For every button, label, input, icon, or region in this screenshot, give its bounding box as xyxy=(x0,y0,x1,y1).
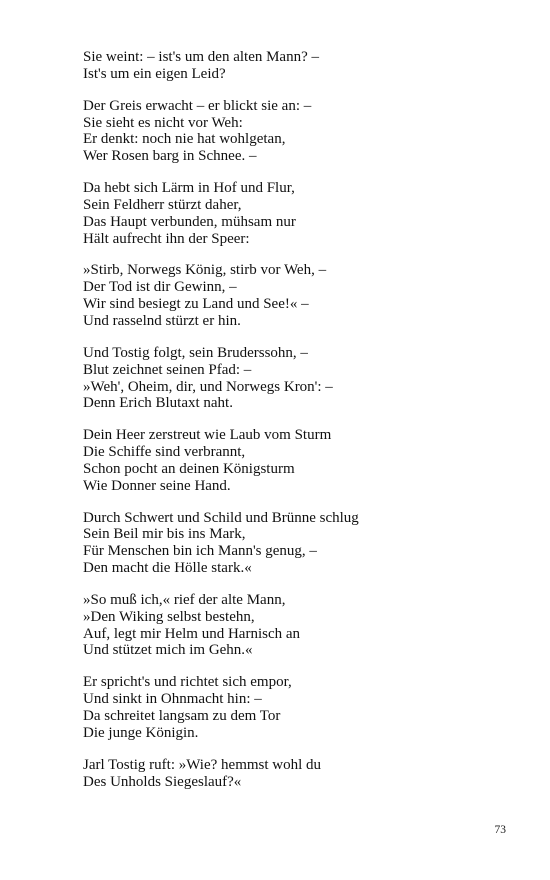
poem-line: Auf, legt mir Helm und Harnisch an xyxy=(83,625,301,642)
page-number: 73 xyxy=(494,824,506,836)
poem-line: Hält aufrecht ihn der Speer: xyxy=(83,230,250,247)
stanza xyxy=(83,345,503,412)
poem-line: Ist's um ein eigen Leid? xyxy=(83,65,226,82)
poem-line: »Stirb, Norwegs König, stirb vor Weh, – xyxy=(83,262,327,279)
poem-line: Sie sieht es nicht vor Weh: xyxy=(83,114,243,131)
poem-line: Das Haupt verbunden, mühsam nur xyxy=(83,213,296,230)
poem-line: »So muß ich,« rief der alte Mann, xyxy=(83,591,286,608)
stanza xyxy=(83,98,503,165)
poem-line: Für Menschen bin ich Mann's genug, – xyxy=(83,543,317,560)
poem-line: Die Schiffe sind verbrannt, xyxy=(83,444,246,461)
stanza xyxy=(83,180,503,247)
stanza xyxy=(83,674,503,741)
poem-line: Und Tostig folgt, sein Bruderssohn, – xyxy=(83,344,308,361)
poem-line: Und rasselnd stürzt er hin. xyxy=(83,312,241,329)
poem-line: Der Greis erwacht – er blickt sie an: – xyxy=(83,97,312,114)
poem-line: Blut zeichnet seinen Pfad: – xyxy=(83,361,252,378)
poem-line: Er denkt: noch nie hat wohlgetan, xyxy=(83,131,286,148)
stanza xyxy=(83,262,503,329)
poem-line: Wer Rosen barg in Schnee. – xyxy=(83,148,257,165)
poem-line: Schon pocht an deinen Königsturm xyxy=(83,460,295,477)
stanza xyxy=(83,757,503,791)
poem-line: Sein Beil mir bis ins Mark, xyxy=(83,526,246,543)
poem-line: Den macht die Hölle stark.« xyxy=(83,560,252,577)
poem-line: Er spricht's und richtet sich empor, xyxy=(83,674,292,691)
stanza xyxy=(83,510,503,577)
poem-line: Des Unholds Siegeslauf?« xyxy=(83,773,242,790)
poem-text xyxy=(83,49,503,805)
poem-line: Und sinkt in Ohnmacht hin: – xyxy=(83,691,262,708)
stanza xyxy=(83,49,503,83)
poem-line: Wie Donner seine Hand. xyxy=(83,477,231,494)
stanza xyxy=(83,592,503,659)
poem-line: Denn Erich Blutaxt naht. xyxy=(83,395,233,412)
poem-line: Sein Feldherr stürzt daher, xyxy=(83,196,242,213)
poem-line: Da schreitet langsam zu dem Tor xyxy=(83,708,281,724)
poem-line: Wir sind besiegt zu Land und See!« – xyxy=(83,296,309,313)
poem-line: Sie weint: – ist's um den alten Mann? – xyxy=(83,49,320,65)
poem-line: Durch Schwert und Schild und Brünne schlug xyxy=(83,509,359,526)
poem-line: »Den Wiking selbst bestehn, xyxy=(83,608,255,625)
poem-line: Jarl Tostig ruft: »Wie? hemmst wohl du xyxy=(83,756,322,773)
poem-line: Dein Heer zerstreut wie Laub vom Sturm xyxy=(83,427,332,444)
poem-line: Die junge Königin. xyxy=(83,724,199,741)
stanza xyxy=(83,427,503,494)
poem-line: »Weh', Oheim, dir, und Norwegs Kron': – xyxy=(83,378,333,395)
poem-line: Und stützet mich im Gehn.« xyxy=(83,642,253,659)
poem-line: Der Tod ist dir Gewinn, – xyxy=(83,279,237,296)
poem-line: Da hebt sich Lärm in Hof und Flur, xyxy=(83,180,295,197)
